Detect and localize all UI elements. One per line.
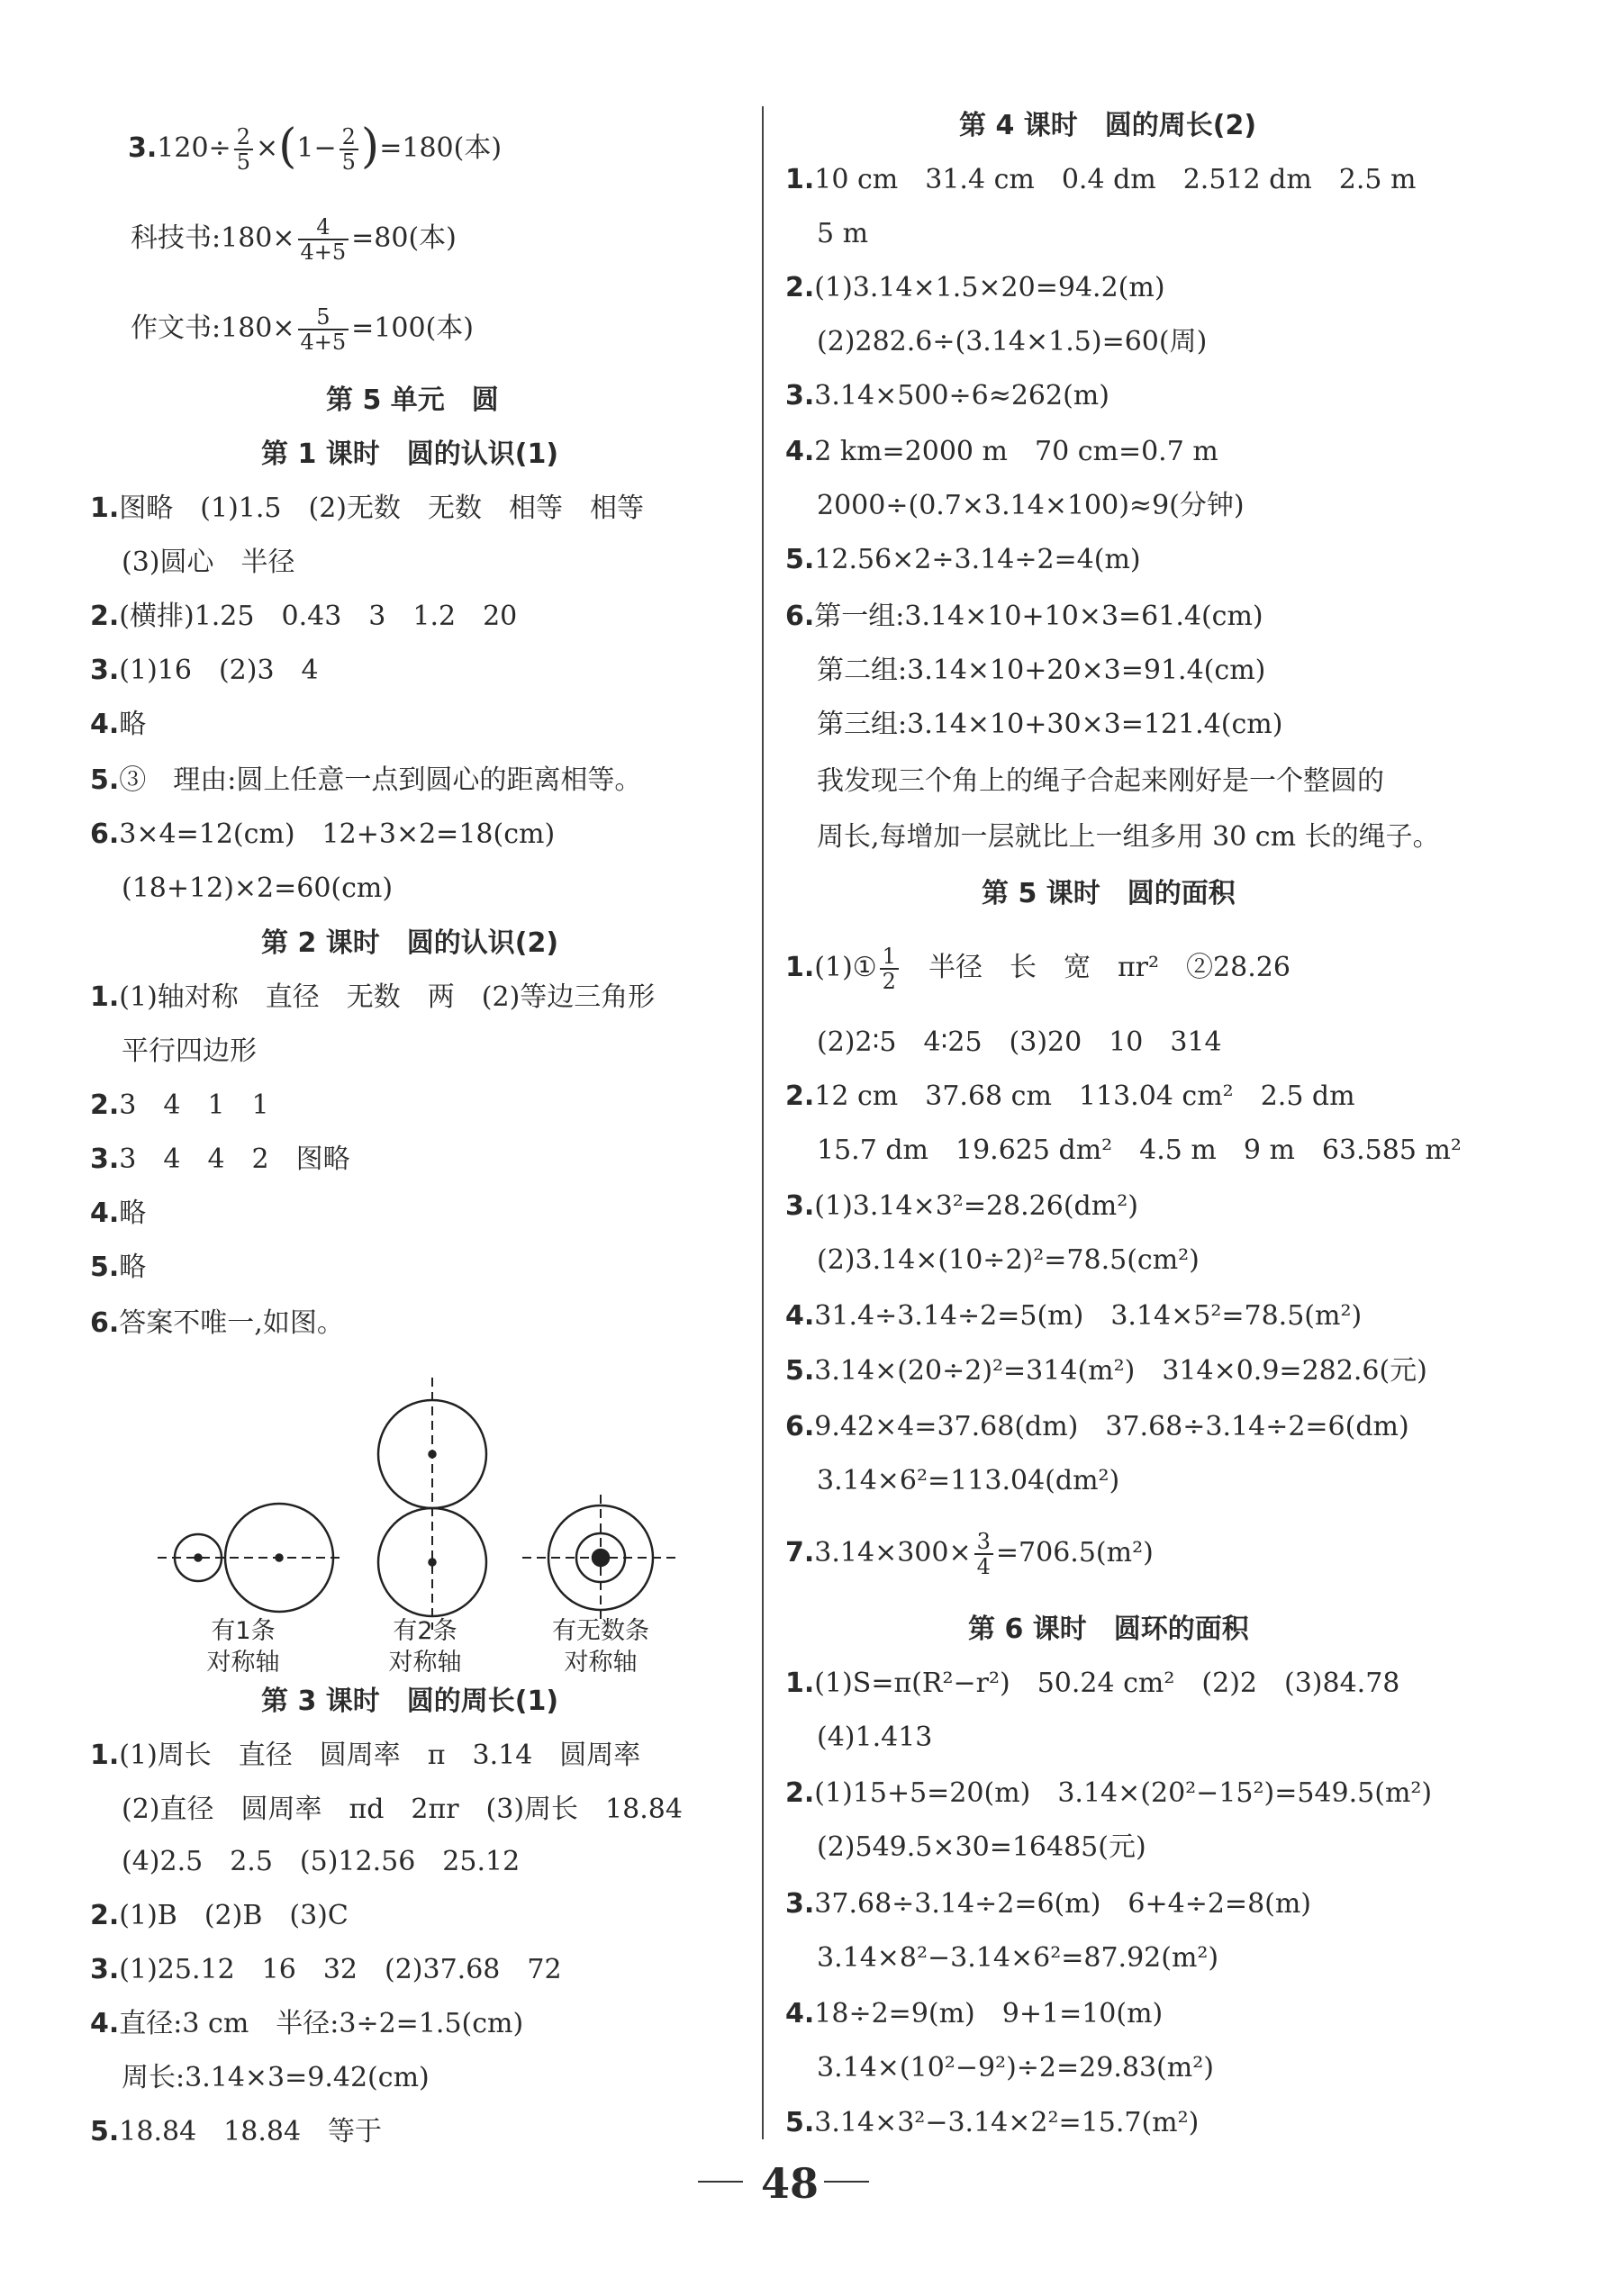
page-number: 48 [761,2159,820,2208]
answer-line: 6.答案不唯一,如图。 [90,1307,344,1339]
answer-line: 2.(1)B (2)B (3)C [90,1900,349,1931]
lesson-title: 第 6 课时 圆环的面积 [968,1614,1249,1645]
caption-one-axis-2: 对称轴 [206,1649,280,1677]
answer-line: 2.(1)3.14×1.5×20=94.2(m) [785,272,1165,303]
fraction: $\frac{1}{2}$ [880,945,899,993]
answer-line: 我发现三个角上的绳子合起来刚好是一个整圆的 [817,765,1384,797]
answer-line: (18+12)×2=60(cm) [122,872,394,904]
answer-line: 第三组:3.14×10+30×3=121.4(cm) [817,709,1283,740]
answer-line: (3)圆心 半径 [122,547,295,578]
answer-line: 6.3×4=12(cm) 12+3×2=18(cm) [90,818,556,850]
fraction: $\frac{2}{5}$ [234,125,253,174]
answer-line: (2)549.5×30=16485(元) [817,1831,1146,1863]
answer-line: 4.略 [90,709,147,740]
fraction: $\frac{5}{4+5}$ [298,305,349,354]
answer-line: 6.9.42×4=37.68(dm) 37.68÷3.14÷2=6(dm) [785,1411,1409,1442]
answer-line: 5.3.14×(20÷2)²=314(m²) 314×0.9=282.6(元) [785,1355,1427,1387]
answer-line: 5 m [817,218,869,249]
answer-line: 3.14×8²−3.14×6²=87.92(m²) [817,1942,1219,1974]
page-number-dash-left [698,2181,743,2183]
fraction: $\frac{2}{5}$ [340,125,358,174]
column-divider [762,106,764,2139]
answer-line: 4.31.4÷3.14÷2=5(m) 3.14×5²=78.5(m²) [785,1300,1363,1332]
left-q3-line2: 科技书:180× $\frac{4}{4+5}$ =80(本) [131,214,457,265]
answer-line: 5.③ 理由:圆上任意一点到圆心的距离相等。 [90,764,642,796]
answer-line: 1.(1)① $\frac{1}{2}$ 半径 长 宽 πr² ②28.26 [785,944,1291,994]
answer-line: 1.(1)S=π(R²−r²) 50.24 cm² (2)2 (3)84.78 [785,1668,1400,1699]
caption-one-axis: 有1条 [211,1617,276,1645]
fraction: $\frac{3}{4}$ [974,1530,993,1578]
answer-line: (2)直径 圆周率 πd 2πr (3)周长 18.84 [122,1794,683,1825]
answer-line: 周长,每增加一层就比上一组多用 30 cm 长的绳子。 [817,821,1440,853]
caption-two-axes-2: 对称轴 [388,1649,462,1677]
answer-line: 4.18÷2=9(m) 9+1=10(m) [785,1998,1164,2029]
answer-line: 5.12.56×2÷3.14÷2=4(m) [785,544,1141,575]
infinite-axes-figure [522,1495,675,1621]
answer-line: 3.14×6²=113.04(dm²) [817,1465,1120,1496]
answer-line: (4)2.5 2.5 (5)12.56 25.12 [122,1846,521,1877]
answer-line: 第二组:3.14×10+20×3=91.4(cm) [817,655,1266,686]
answer-line: 2.(横排)1.25 0.43 3 1.2 20 [90,601,518,632]
answer-line: 3.(1)25.12 16 32 (2)37.68 72 [90,1954,562,1985]
q-number: 3. [128,132,158,164]
answer-line: 5.略 [90,1252,147,1283]
answer-line: 周长:3.14×3=9.42(cm) [122,2062,430,2093]
unit-title: 第 5 单元 圆 [326,384,499,416]
answer-line: 5.18.84 18.84 等于 [90,2116,383,2147]
answer-line: (2)282.6÷(3.14×1.5)=60(周) [817,326,1208,357]
answer-line: 2000÷(0.7×3.14×100)≈9(分钟) [817,490,1245,521]
two-axes-figure [378,1378,486,1630]
answer-line: 4.直径:3 cm 半径:3÷2=1.5(cm) [90,2008,524,2039]
answer-line: 2.12 cm 37.68 cm 113.04 cm² 2.5 dm [785,1080,1355,1112]
page-number-dash-right [824,2181,869,2183]
caption-infinite-axes-2: 对称轴 [564,1649,638,1677]
answer-line: 3.(1)16 (2)3 4 [90,655,319,686]
answer-line: 3.3 4 4 2 图略 [90,1143,350,1175]
answer-line: 6.第一组:3.14×10+10×3=61.4(cm) [785,601,1263,632]
answer-line: (2)2∶5 4∶25 (3)20 10 314 [817,1026,1222,1058]
symmetry-diagram [144,1378,684,1684]
answer-line: 1.(1)轴对称 直径 无数 两 (2)等边三角形 [90,981,656,1013]
answer-line: 4.2 km=2000 m 70 cm=0.7 m [785,436,1218,467]
answer-line: 1.图略 (1)1.5 (2)无数 无数 相等 相等 [90,493,644,524]
lesson-title: 第 3 课时 圆的周长(1) [261,1686,559,1717]
lesson-title: 第 2 课时 圆的认识(2) [261,927,559,959]
answer-line: 1.10 cm 31.4 cm 0.4 dm 2.512 dm 2.5 m [785,164,1417,195]
answer-line: (2)3.14×(10÷2)²=78.5(cm²) [817,1244,1200,1276]
answer-line: 2.3 4 1 1 [90,1089,269,1121]
answer-line: (4)1.413 [817,1722,933,1753]
one-axis-figure [158,1504,342,1612]
fraction: $\frac{4}{4+5}$ [298,215,349,264]
caption-two-axes: 有2条 [393,1617,457,1645]
answer-line: 3.37.68÷3.14÷2=6(m) 6+4÷2=8(m) [785,1888,1312,1920]
lesson-title: 第 5 课时 圆的面积 [982,878,1236,909]
lesson-title: 第 1 课时 圆的认识(1) [261,438,559,470]
answer-line: 2.(1)15+5=20(m) 3.14×(20²−15²)=549.5(m²) [785,1777,1433,1809]
answer-line: 3.14×(10²−9²)÷2=29.83(m²) [817,2052,1214,2084]
answer-line: 3.3.14×500÷6≈262(m) [785,380,1109,411]
answer-line: 5.3.14×3²−3.14×2²=15.7(m²) [785,2107,1200,2138]
answer-line: 平行四边形 [122,1035,257,1067]
caption-infinite-axes: 有无数条 [552,1617,649,1645]
lesson-title: 第 4 课时 圆的周长(2) [959,110,1257,141]
answer-line: 3.(1)3.14×3²=28.26(dm²) [785,1190,1138,1222]
answer-line: 7.3.14×300× $\frac{3}{4}$ =706.5(m²) [785,1529,1154,1579]
answer-line: 15.7 dm 19.625 dm² 4.5 m 9 m 63.585 m² [817,1134,1462,1166]
answer-line: 1.(1)周长 直径 圆周率 π 3.14 圆周率 [90,1740,641,1771]
left-q3-line1: 3.120÷ $\frac{2}{5}$ ×(1− $\frac{2}{5}$ )=180(本) [128,120,503,175]
left-q3-line3: 作文书:180× $\frac{5}{4+5}$ =100(本) [131,304,474,355]
answer-line: 4.略 [90,1198,147,1229]
